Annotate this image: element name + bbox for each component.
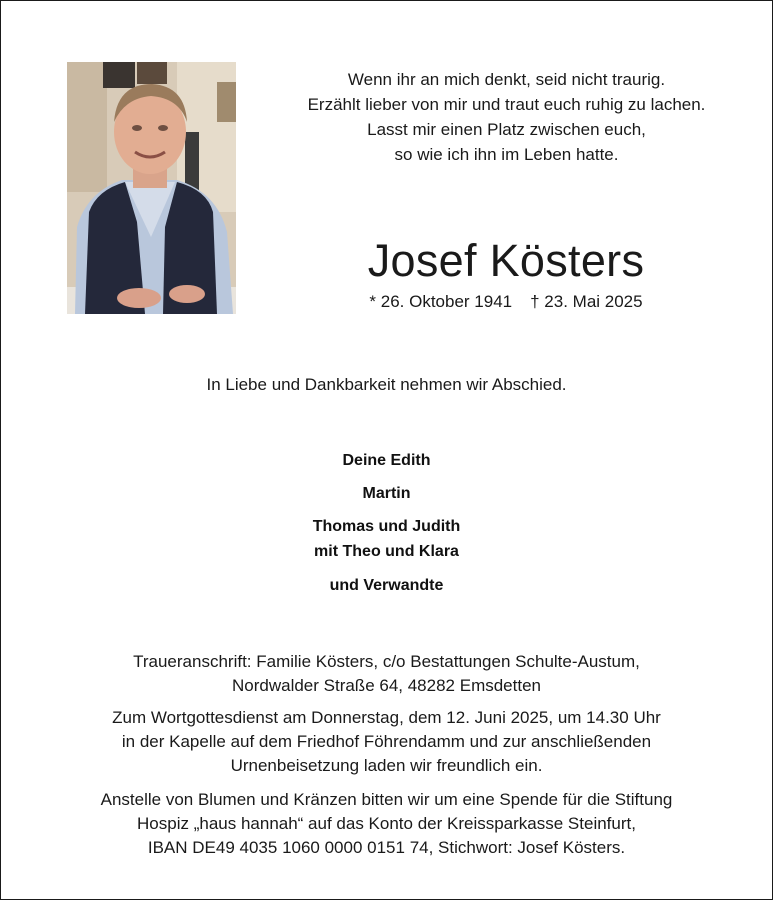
info-line: Hospiz „haus hannah“ auf das Konto der Kreissparkasse Steinfurt, [137, 814, 636, 833]
info-line: Traueranschrift: Familie Kösters, c/o Bestattungen Schulte-Austum, [133, 652, 640, 671]
mourning-address [1, 650, 772, 698]
mourner-line: Thomas und Judith [312, 518, 461, 535]
poem-line: Lasst mir einen Platz zwischen euch, [367, 120, 646, 139]
mourner-line: mit Theo und Klara [314, 543, 459, 560]
poem-line: Erzählt lieber von mir und traut euch ruhig zu lachen. [307, 95, 706, 114]
info-line: Anstelle von Blumen und Kränzen bitten wir um eine Spende für die Stiftung [100, 790, 673, 809]
poem [263, 67, 750, 167]
birth-date: * 26. Oktober 1941 [369, 292, 513, 311]
mourner-line: Deine Edith [342, 452, 431, 469]
life-dates [331, 291, 681, 313]
info-line: Urnenbeisetzung laden wir freundlich ein. [230, 756, 543, 775]
info-line: IBAN DE49 4035 1060 0000 0151 74, Stichwort: Josef Kösters. [147, 838, 626, 857]
death-date: † 23. Mai 2025 [530, 292, 643, 311]
info-line: Zum Wortgottesdienst am Donnerstag, dem 12. Juni 2025, um 14.30 Uhr [112, 708, 661, 727]
mourner-line: Martin [362, 485, 411, 502]
poem-line: so wie ich ihn im Leben hatte. [394, 145, 619, 164]
poem-line: Wenn ihr an mich denkt, seid nicht traurig. [347, 70, 666, 89]
info-line: in der Kapelle auf dem Friedhof Föhrendamm und zur anschließenden [121, 732, 652, 751]
donation-request [1, 788, 772, 860]
service-details [1, 706, 772, 778]
mourner-line: und Verwandte [329, 577, 444, 594]
portrait-photo [67, 62, 236, 314]
info-line: Nordwalder Straße 64, 48282 Emsdetten [231, 676, 541, 695]
deceased-name: Josef Kösters [367, 235, 645, 286]
farewell-text: In Liebe und Dankbarkeit nehmen wir Abschied. [206, 375, 567, 394]
